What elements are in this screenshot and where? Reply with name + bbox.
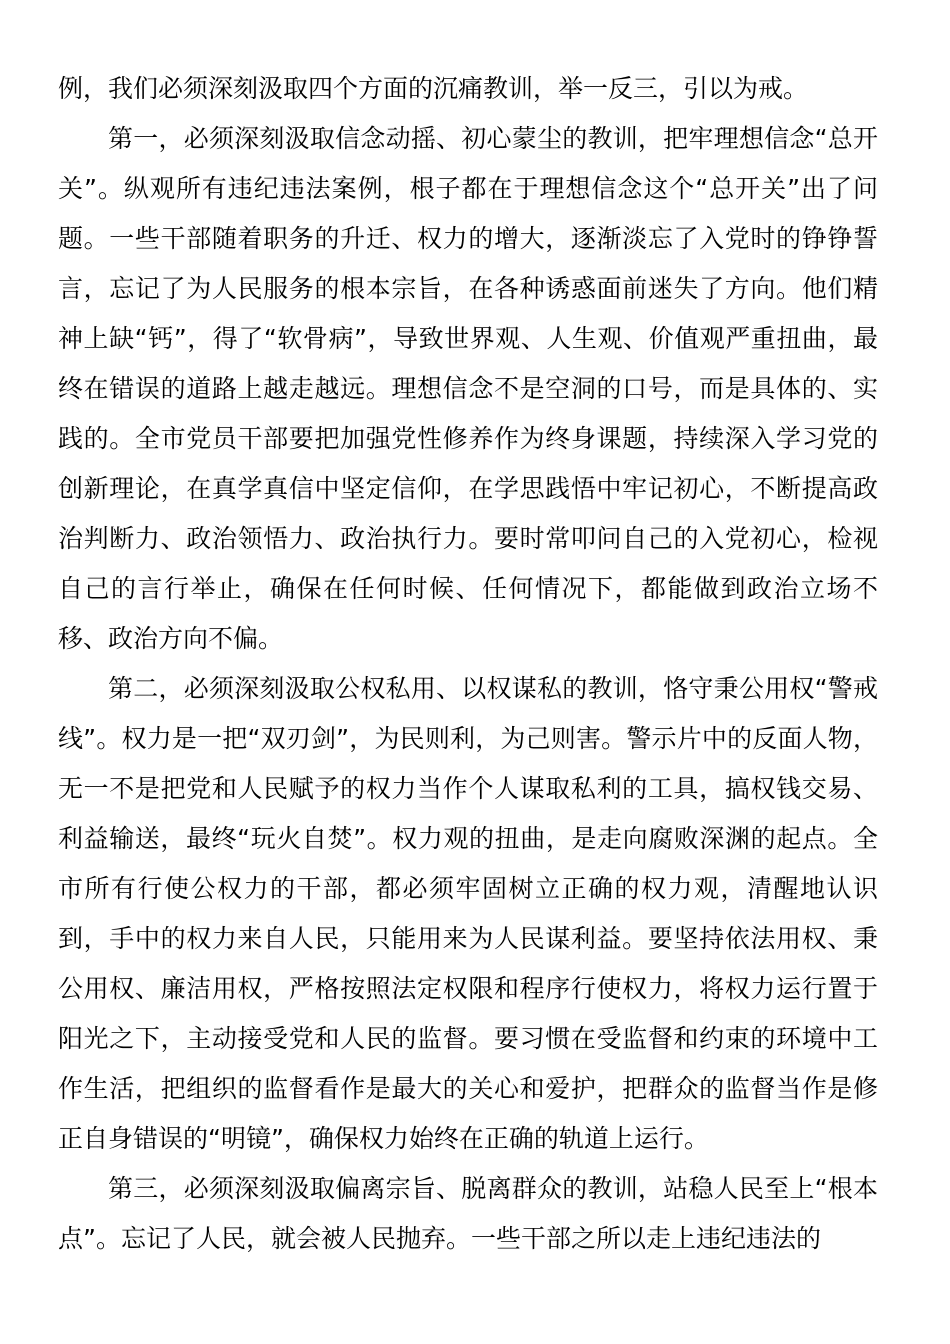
document-page [58, 64, 878, 1264]
paragraph-continuation: 例，我们必须深刻汲取四个方面的沉痛教训，举一反三，引以为戒。 [58, 74, 809, 103]
paragraph-third-lesson: 第三，必须深刻汲取偏离宗旨、脱离群众的教训，站稳人民至上“根本点”。忘记了人民，就会被人民抛弃。一些干部之所以走上违纪违法的 [58, 1174, 878, 1253]
paragraph-second-lesson: 第二，必须深刻汲取公权私用、以权谋私的教训，恪守秉公用权“警戒线”。权力是一把“双刃剑”，为民则利，为己则害。警示片中的反面人物，无一不是把党和人民赋予的权力当作个人谋取私利的工具，搞权钱交易、利益输送，最终“玩火自焚”。权力观的扭曲，是走向腐败深渊的起点。全市所有行使公权力的干部，都必须牢固树立正确的权力观，清醒地认识到，手中的权力来自人民，只能用来为人民谋利益。要坚持依法用权、秉公用权、廉洁用权，严格按照法定权限和程序行使权力，将权力运行置于阳光之下，主动接受党和人民的监督。要习惯在受监督和约束的环境中工作生活，把组织的监督看作是最大的关心和爱护，把群众的监督当作是修正自身错误的“明镜”，确保权力始终在正确的轨道上运行。 [58, 674, 878, 1153]
paragraph-first-lesson: 第一，必须深刻汲取信念动摇、初心蒙尘的教训，把牢理想信念“总开关”。纵观所有违纪违法案例，根子都在于理想信念这个“总开关”出了问题。一些干部随着职务的升迁、权力的增大，逐渐淡忘了入党时的铮铮誓言，忘记了为人民服务的根本宗旨，在各种诱惑面前迷失了方向。他们精神上缺“钙”，得了“软骨病”，导致世界观、人生观、价值观严重扭曲，最终在错误的道路上越走越远。理想信念不是空洞的口号，而是具体的、实践的。全市党员干部要把加强党性修养作为终身课题，持续深入学习党的创新理论，在真学真信中坚定信仰，在学思践悟中牢记初心，不断提高政治判断力、政治领悟力、政治执行力。要时常叩问自己的入党初心，检视自己的言行举止，确保在任何时候、任何情况下，都能做到政治立场不移、政治方向不偏。 [58, 124, 878, 653]
